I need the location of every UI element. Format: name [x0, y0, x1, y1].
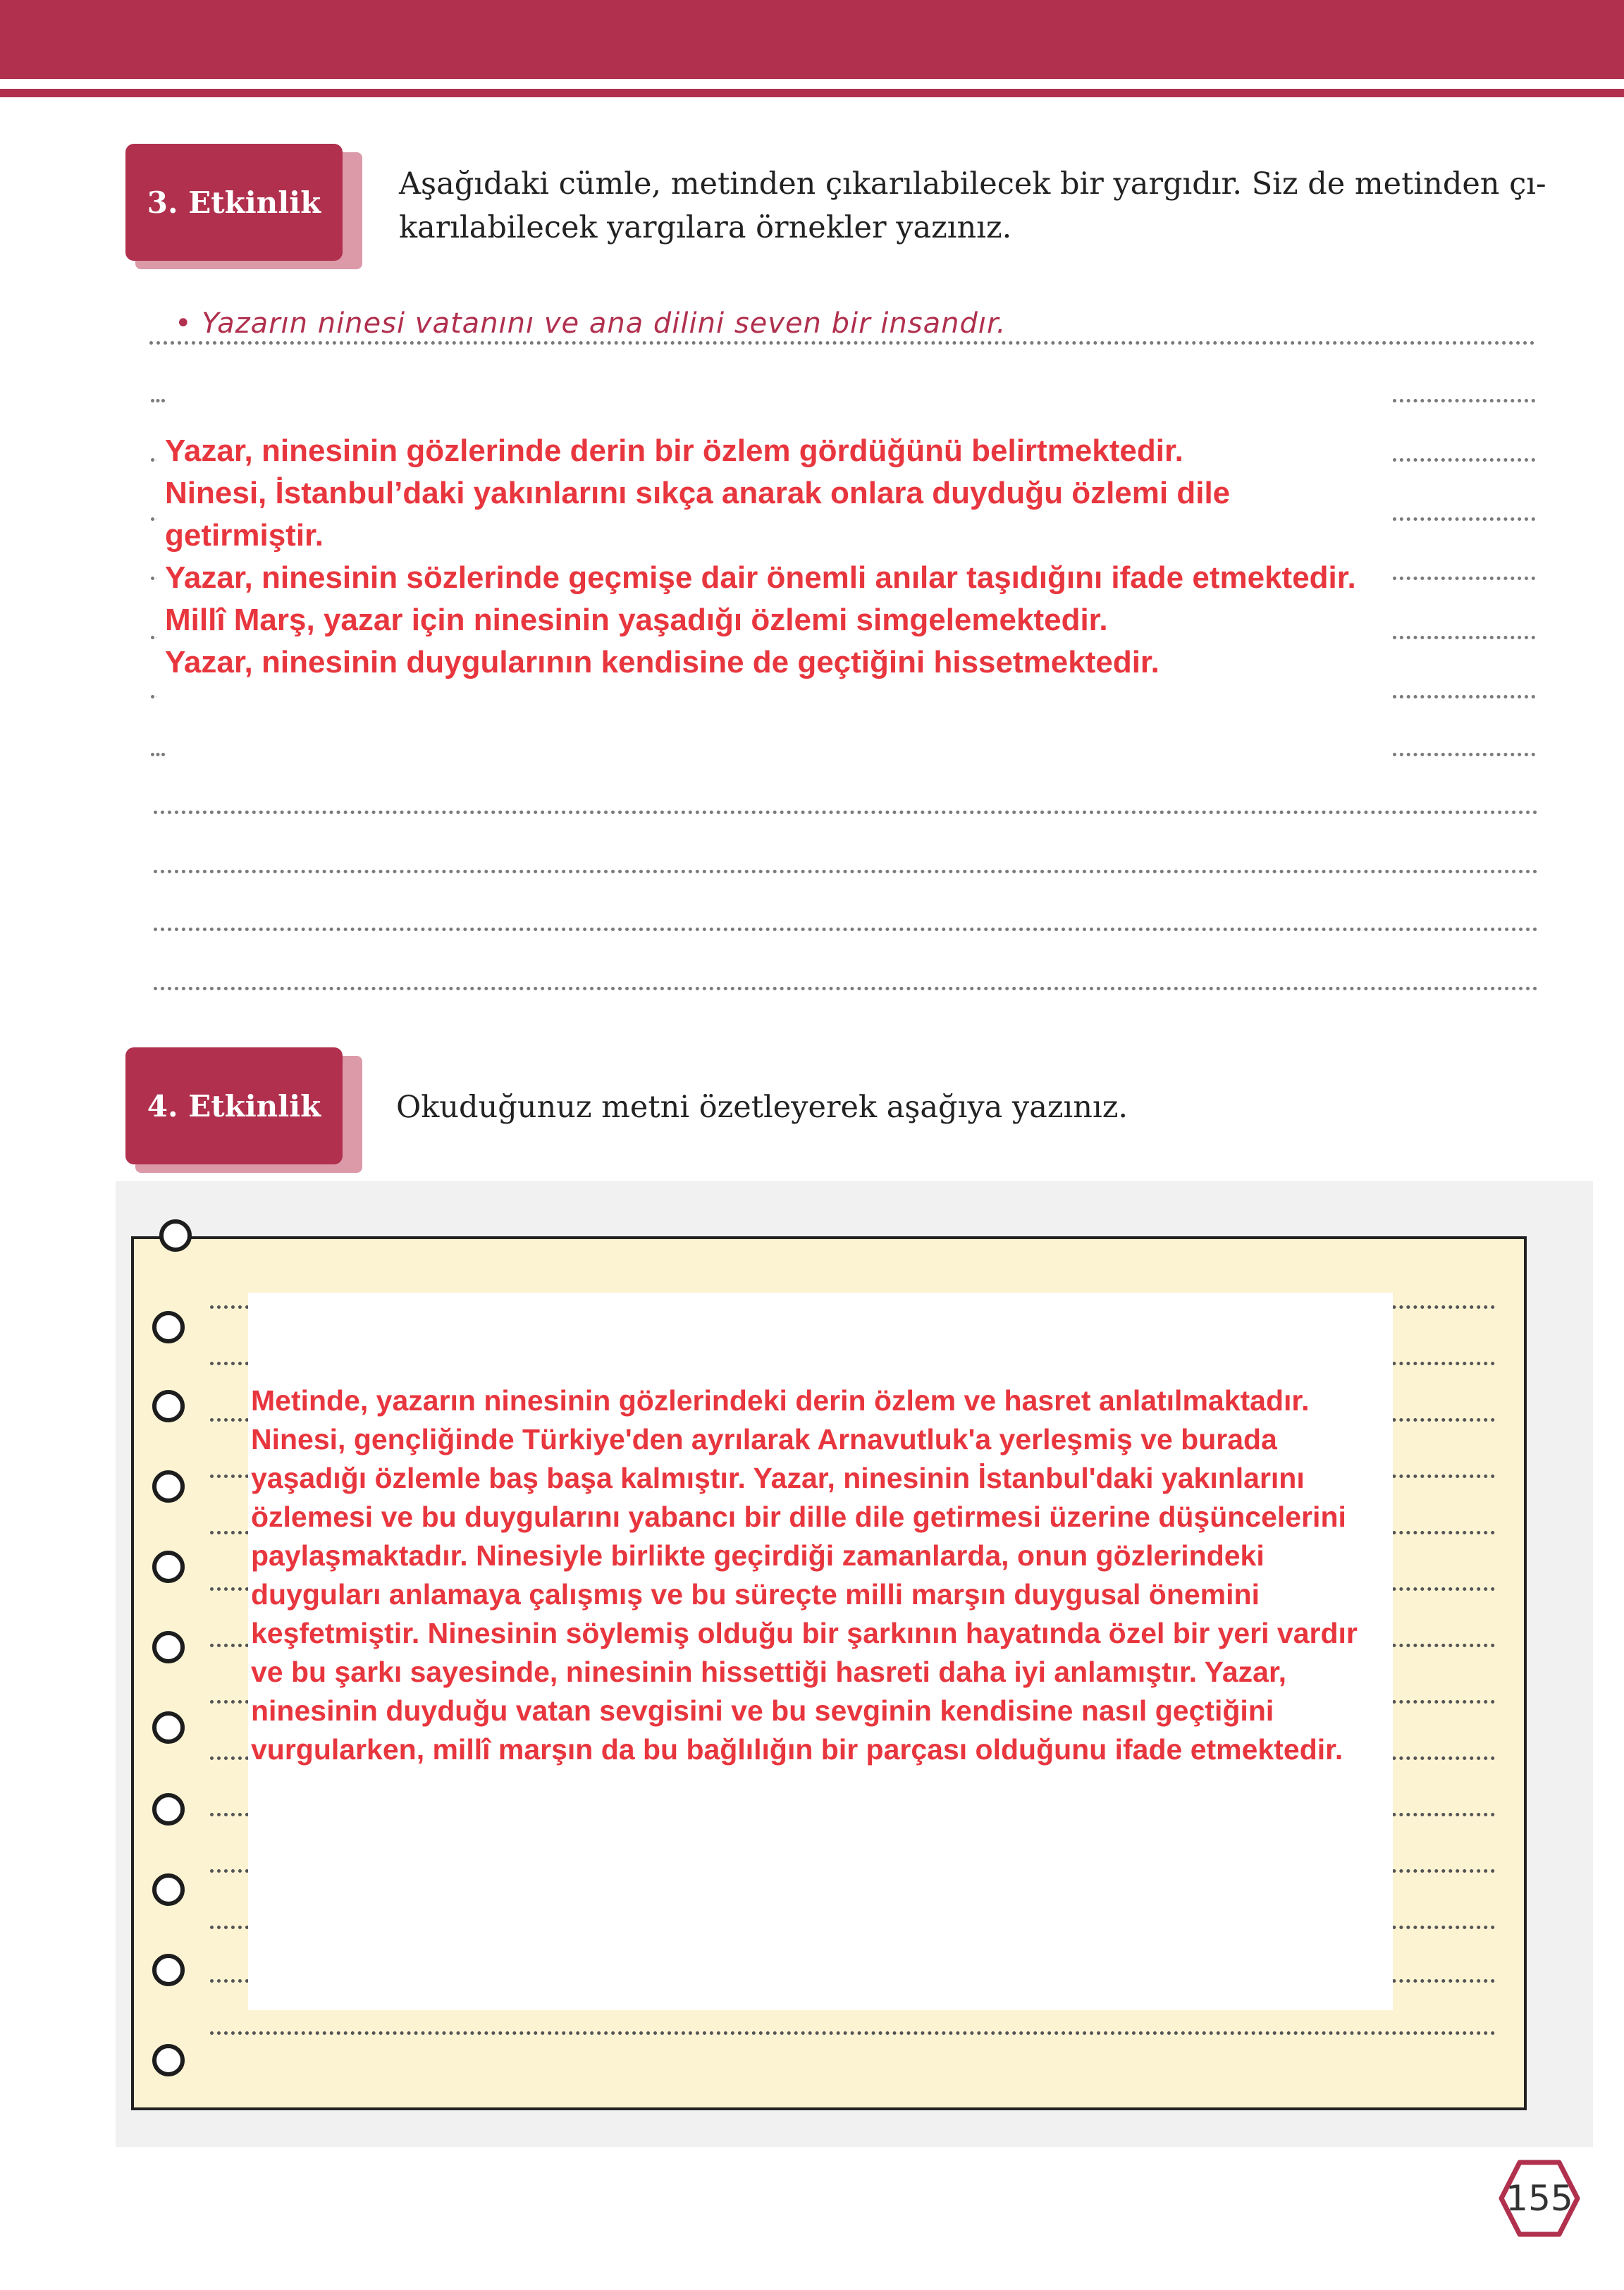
- activity4-badge: 4. Etkinlik: [125, 1047, 343, 1164]
- writing-line-stub: [1393, 399, 1535, 402]
- activity3-instruction-line2: karılabilecek yargılara örnekler yazınız.: [399, 210, 1012, 245]
- example-judgment: • Yazarın ninesi vatanını ve ana dilini seven bir insandır.: [175, 307, 1007, 340]
- binder-ring-icon: [152, 1311, 185, 1343]
- writing-line-stub: [1393, 458, 1535, 462]
- activity4-instruction: Okuduğunuz metni özetleyerek aşağıya yazınız.: [396, 1090, 1128, 1125]
- writing-line: [154, 811, 1538, 814]
- writing-line: [154, 928, 1538, 931]
- header-rule: [0, 89, 1624, 97]
- binder-ring-icon: [152, 1873, 185, 1906]
- writing-line: [149, 341, 1535, 345]
- writing-line-stub: [151, 399, 165, 402]
- activity3-answers: [156, 423, 1383, 733]
- binder-ring-icon: [152, 1793, 185, 1826]
- binder-ring-icon: [152, 1954, 185, 1986]
- writing-line-stub: [1393, 577, 1535, 580]
- binder-ring-icon: [152, 1390, 185, 1422]
- answer-line: Millî Marş, yazar için ninesinin yaşadığı özlemi simgelemektedir.: [165, 603, 1108, 637]
- activity4-summary: Metinde, yazarın ninesinin gözlerindeki derin özlem ve hasret anlatılmaktadır. Ninesi, gençliğinde Türkiye'den ayrılarak Arnavutluk'a yerleşmiş ve burada yaşadığı özlemle baş başa kalmıştır. Yazar, ninesinin İstanbul'daki yakınlarını özlemesi ve bu duygularını yabancı bir dille dile getirmesi üzerine düşüncelerini paylaşmaktadır. Ninesiyle birlikte geçirdiği zamanlarda, onun gözlerindeki duyguları anlamaya çalışmış ve bu süreçte milli marşın duygusal önemini keşfetmiştir. Ninesinin söylemiş olduğu bir şarkının hayatında özel bir yeri vardır ve bu şarkı sayesinde, ninesinin hissettiği hasreti daha iyi anlamıştır. Yazar, ninesinin duyduğu vatan sevgisini ve bu sevginin kendisine nasıl geçtiğini vurgularken, millî marşın da bu bağlılığın bir parçası olduğunu ifade etmektedir.: [248, 1293, 1393, 2010]
- writing-line: [154, 987, 1538, 990]
- writing-line-stub: [151, 753, 165, 756]
- answer-line: Yazar, ninesinin gözlerinde derin bir özlem gördüğünü belirtmektedir.: [165, 433, 1183, 468]
- activity3-instruction-line1: Aşağıdaki cümle, metinden çıkarılabilecek bir yargıdır. Siz de metinden çı-: [399, 166, 1546, 202]
- writing-line-stub: [1393, 695, 1535, 698]
- binder-ring-icon: [152, 1631, 185, 1663]
- writing-line-stub: [1393, 753, 1535, 756]
- answer-line: Yazar, ninesinin sözlerinde geçmişe dair önemli anılar taşıdığını ifade etmektedir.: [165, 560, 1356, 595]
- activity3-badge: 3. Etkinlik: [125, 144, 343, 261]
- page-number: 155: [1506, 2178, 1573, 2219]
- page-number-badge: [1499, 2160, 1580, 2237]
- writing-line-stub: [1393, 517, 1535, 521]
- binder-ring-icon: [152, 1551, 185, 1583]
- binder-ring-icon: [152, 1470, 185, 1503]
- binder-ring-icon: [152, 1711, 185, 1744]
- writing-line: [154, 870, 1538, 873]
- header-band: [0, 0, 1624, 79]
- binder-ring-icon: [152, 2044, 185, 2076]
- notebook-line: [210, 2031, 1496, 2035]
- writing-line-stub: [1393, 636, 1535, 639]
- answer-line: Ninesi, İstanbul’daki yakınlarını sıkça anarak onlara duyduğu özlemi dile getirmiştir.: [165, 476, 1231, 553]
- binder-ring-icon: [159, 1219, 192, 1252]
- answer-line: Yazar, ninesinin duygularının kendisine de geçtiğini hissetmektedir.: [165, 645, 1159, 679]
